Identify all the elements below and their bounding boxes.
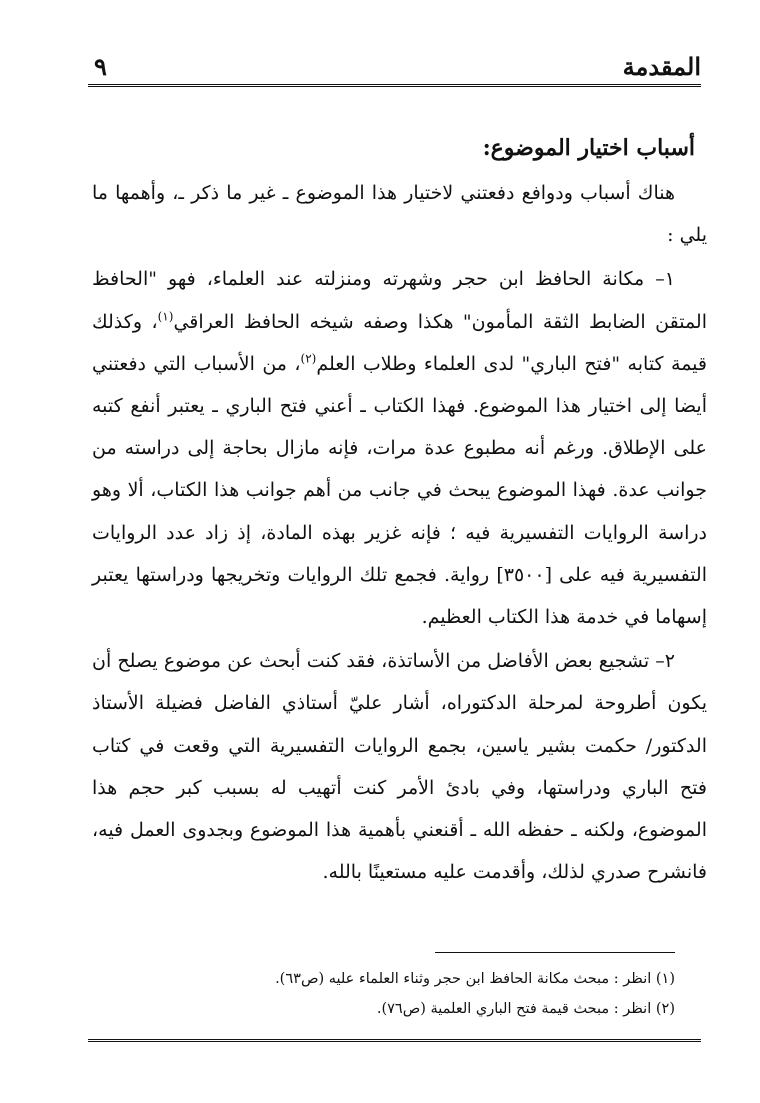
footnote-separator: [435, 952, 675, 953]
footnote-2: (٢) انظر : مبحث قيمة فتح الباري العلمية (ص٧٦).: [376, 1001, 675, 1017]
section-heading: أسباب اختيار الموضوع:: [482, 135, 695, 161]
bottom-rule: [88, 1039, 701, 1045]
running-header: [88, 50, 701, 87]
footnote-ref-1[interactable]: (١): [157, 309, 174, 324]
reason-paragraph-2: ٢– تشجيع بعض الأفاضل من الأساتذة، فقد كنت أبحث عن موضوع يصلح أن يكون أطروحة لمرحلة الدكتوراه، أشار عليّ أستاذي الفاضل فضيلة الأستاذ الدكتور/ حكمت بشير ياسين، بجمع الروايات التفسيرية التي وقعت في كتاب فتح الباري ودراستها، وفي بادئ الأمر كنت أتهيب له بسبب كبر حجم هذا الموضوع، ولكنه ـ حفظه الله ـ أقنعني بأهمية هذا الموضوع وبجدوى العمل فيه، فانشرح صدري لذلك، وأقدمت عليه مستعينًا بالله.: [92, 650, 707, 884]
reason-1-text-a: ١– مكانة الحافظ ابن حجر وشهرته ومنزلته عند العلماء، فهو "الحافظ المتقن الضابط الثقة المأمون" هكذا وصفه شيخه الحافظ العراقي: [92, 268, 707, 333]
running-title: المقدمة: [622, 52, 701, 81]
page-body: [92, 128, 707, 895]
reason-paragraph-1: [92, 258, 707, 638]
reason-1-text-b: ، وكذلك قيمة كتابه "فتح الباري" لدى العلماء وطلاب العلم: [92, 310, 707, 375]
footnote-1: (١) انظر : مبحث مكانة الحافظ ابن حجر وثناء العلماء عليه (ص٦٣).: [275, 971, 675, 987]
reason-1-text-c: ، من الأسباب التي دفعتني أيضا إلى اختيار هذا الموضوع. فهذا الكتاب ـ أعني فتح الباري ـ يعتبر أنفع كتبه على الإطلاق. ورغم أنه مطبوع عدة مرات، فإنه مازال بحاجة إلى دراسته من جوانب عدة. فهذا الموضوع يبحث في جانب من أهم جوانب هذا الكتاب، ألا وهو دراسة الروايات التفسيرية فيه ؛ فإنه غزير بهذه المادة، إذ زاد عدد الروايات التفسيرية فيه على [٣٥٠٠] رواية. فجمع تلك الروايات وتخريجها ودراستها يعتبر إسهاما في خدمة هذا الكتاب العظيم.: [92, 352, 707, 629]
page-number: ٩: [94, 52, 107, 81]
footnotes: [75, 964, 675, 1024]
intro-paragraph: هناك أسباب ودوافع دفعتني لاختيار هذا الموضوع ـ غير ما ذكر ـ، وأهمها ما يلي :: [92, 182, 707, 247]
footnote-ref-2[interactable]: (٢): [300, 351, 317, 366]
